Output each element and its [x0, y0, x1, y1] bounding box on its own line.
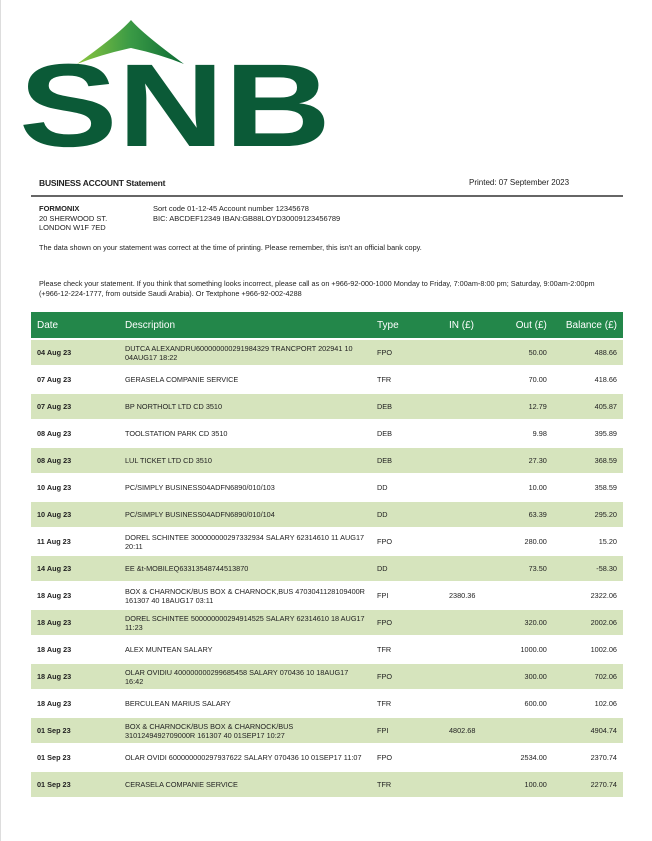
cell-out: 1000.00	[520, 645, 547, 654]
cell-in	[443, 663, 505, 690]
cell-in	[443, 393, 505, 420]
statement-title: BUSINESS ACCOUNT Statement	[39, 178, 166, 188]
cell-balance: 358.59	[594, 483, 617, 492]
cell-in	[443, 528, 505, 555]
cell-type: DD	[371, 555, 443, 582]
cell-description: DOREL SCHINTEE 300000000297332934 SALARY 62314610 11 AUG17 20:11	[125, 532, 365, 551]
cell-in	[443, 555, 505, 582]
cell-description: BP NORTHOLT LTD CD 3510	[111, 393, 371, 420]
cell-in: 4802.68	[443, 717, 505, 744]
cell-out: 27.30	[505, 447, 553, 474]
cell-balance: 405.87	[553, 393, 623, 420]
table-row	[31, 366, 623, 393]
cell-balance: 368.59	[553, 447, 623, 474]
cell-type: DEB	[371, 393, 443, 420]
table-row	[31, 501, 623, 528]
cell-date: 18 Aug 23	[37, 591, 72, 600]
cell-in	[443, 690, 505, 717]
address-line-1: 20 SHERWOOD ST.	[39, 213, 108, 223]
cell-date: 01 Sep 23	[37, 753, 71, 762]
cell-out: 300.00	[505, 663, 553, 690]
cell-description: BOX & CHARNOCK/BUS BOX & CHARNOCK/BUS 3101249492709000R 161307 40 01SEP17 10:27	[111, 717, 371, 744]
cell-type: TFR	[377, 699, 392, 708]
cell-in	[443, 744, 505, 771]
table-header	[31, 312, 623, 339]
cell-balance: 15.20	[598, 537, 617, 546]
sort-code-account: Sort code 01-12-45 Account number 12345678	[153, 204, 309, 213]
cell-description: ALEX MUNTEAN SALARY	[125, 645, 213, 654]
cell-type: TFR	[377, 375, 392, 384]
cell-out: 600.00	[524, 699, 547, 708]
cell-in	[443, 339, 505, 366]
cell-type: FPI	[371, 717, 443, 744]
cell-type: TFR	[371, 771, 443, 798]
cell-date: 01 Sep 23	[31, 717, 111, 744]
cell-in: 2380.36	[449, 591, 476, 600]
table-row	[31, 555, 623, 582]
table-row	[31, 393, 623, 420]
cell-type: FPO	[371, 609, 443, 636]
cell-date: 18 Aug 23	[31, 609, 111, 636]
cell-date: 18 Aug 23	[31, 663, 111, 690]
cell-date: 07 Aug 23	[31, 393, 111, 420]
cell-description: CERASELA COMPANIE SERVICE	[111, 771, 371, 798]
cell-description: OLAR OVIDI 600000000297937622 SALARY 070436 10 01SEP17 11:07	[125, 753, 362, 762]
cell-balance: -58.30	[553, 555, 623, 582]
cell-balance: 295.20	[553, 501, 623, 528]
cell-balance: 1002.06	[590, 645, 617, 654]
transactions-table	[31, 312, 623, 799]
cell-out: 10.00	[528, 483, 547, 492]
cell-in	[443, 474, 505, 501]
cell-balance: 2270.74	[553, 771, 623, 798]
table-row	[31, 339, 623, 366]
cell-description: TOOLSTATION PARK CD 3510	[125, 429, 228, 438]
cell-out: 280.00	[524, 537, 547, 546]
cell-description: PC/SIMPLY BUSINESS04ADFN6890/010/104	[111, 501, 371, 528]
cell-type: FPO	[371, 663, 443, 690]
table-row	[31, 717, 623, 744]
cell-balance: 4904.74	[553, 717, 623, 744]
cell-description: EE &t-MOBILEQ63313548744513870	[111, 555, 371, 582]
cell-in	[443, 366, 505, 393]
cell-out: 9.98	[532, 429, 547, 438]
cell-type: TFR	[377, 645, 392, 654]
table-row	[31, 528, 623, 555]
cell-date: 08 Aug 23	[37, 429, 72, 438]
cell-description: OLAR OVIDIU 400000000299685458 SALARY 070436 10 18AUG17 16:42	[111, 663, 371, 690]
table-row	[31, 447, 623, 474]
cell-date: 01 Sep 23	[31, 771, 111, 798]
table-row	[31, 609, 623, 636]
cell-in	[443, 501, 505, 528]
cell-balance: 2002.06	[553, 609, 623, 636]
printed-date: Printed: 07 September 2023	[469, 178, 570, 187]
col-in: IN (£)	[443, 312, 505, 339]
cell-balance: 2370.74	[590, 753, 617, 762]
cell-type: DD	[371, 501, 443, 528]
cell-description: DOREL SCHINTEE 500000000294914525 SALARY 62314610 18 AUG17 11:23	[111, 609, 371, 636]
svg-text:SNB: SNB	[19, 40, 331, 159]
header-divider	[31, 195, 623, 197]
col-balance: Balance (£)	[553, 312, 623, 339]
cell-description: PC/SIMPLY BUSINESS04ADFN6890/010/103	[125, 483, 275, 492]
cell-type: DEB	[377, 429, 393, 438]
table-row	[31, 582, 623, 609]
cell-balance: 488.66	[553, 339, 623, 366]
cell-date: 10 Aug 23	[31, 501, 111, 528]
table-row	[31, 636, 623, 663]
cell-out: 50.00	[505, 339, 553, 366]
cell-date: 18 Aug 23	[37, 645, 72, 654]
cell-type: FPO	[371, 339, 443, 366]
cell-out: 70.00	[528, 375, 547, 384]
cell-in	[443, 636, 505, 663]
cell-out: 2534.00	[520, 753, 547, 762]
cell-out	[505, 717, 553, 744]
cell-description: BOX & CHARNOCK/BUS BOX & CHARNOCK,BUS 4703041128109400R 161307 40 18AUG17 03:11	[125, 586, 365, 605]
contact-text: Please check your statement. If you think that something looks incorrect, please call as on +966-92-000-1000 Monday to Friday, 7:00am-8:00 pm; Saturday, 9:00am-2:00pm (+966-12-224-1777, from outside Saudi Arabia). Or Textphone +966-92-002-4288	[39, 279, 595, 298]
cell-out: 73.50	[505, 555, 553, 582]
cell-date: 08 Aug 23	[31, 447, 111, 474]
cell-in	[443, 420, 505, 447]
cell-date: 04 Aug 23	[31, 339, 111, 366]
cell-type: FPI	[377, 591, 389, 600]
cell-description: DUTCA ALEXANDRU600000000291984329 TRANCPORT 202941 10 04AUG17 18:22	[111, 339, 371, 366]
cell-type: FPO	[377, 537, 392, 546]
table-row	[31, 474, 623, 501]
table-row	[31, 663, 623, 690]
table-row	[31, 420, 623, 447]
cell-balance: 702.06	[553, 663, 623, 690]
disclaimer-text: The data shown on your statement was correct at the time of printing. Please remember, this isn't an official bank copy.	[39, 243, 422, 252]
address-line-2: LONDON W1F 7ED	[39, 223, 106, 232]
cell-type: DD	[377, 483, 388, 492]
col-type: Type	[371, 312, 443, 339]
cell-in	[443, 609, 505, 636]
cell-date: 07 Aug 23	[37, 375, 72, 384]
cell-balance: 2322.06	[590, 591, 617, 600]
col-out: Out (£)	[505, 312, 553, 339]
table-row	[31, 690, 623, 717]
col-description: Description	[111, 312, 371, 339]
cell-in	[443, 771, 505, 798]
cell-balance: 395.89	[594, 429, 617, 438]
col-date: Date	[31, 312, 111, 339]
cell-out	[505, 582, 553, 609]
cell-date: 14 Aug 23	[31, 555, 111, 582]
cell-out: 320.00	[505, 609, 553, 636]
cell-balance: 418.66	[594, 375, 617, 384]
cell-date: 18 Aug 23	[37, 699, 72, 708]
cell-out: 12.79	[505, 393, 553, 420]
cell-type: FPO	[377, 753, 392, 762]
bic-iban: BIC: ABCDEF12349 IBAN:GB88LOYD30009123456789	[153, 213, 341, 223]
cell-balance: 102.06	[594, 699, 617, 708]
table-row	[31, 771, 623, 798]
cell-description: BERCULEAN MARIUS SALARY	[125, 699, 231, 708]
cell-description: GERASELA COMPANIE SERVICE	[125, 375, 239, 384]
cell-date: 10 Aug 23	[37, 483, 72, 492]
cell-date: 11 Aug 23	[37, 537, 71, 546]
account-details	[153, 204, 340, 223]
cell-out: 100.00	[505, 771, 553, 798]
table-row	[31, 744, 623, 771]
cell-description: LUL TICKET LTD CD 3510	[111, 447, 371, 474]
cell-out: 63.39	[505, 501, 553, 528]
snb-logo	[19, 14, 339, 159]
customer-name: FORMONIX	[39, 204, 80, 213]
customer-address	[39, 204, 107, 233]
cell-type: DEB	[371, 447, 443, 474]
cell-in	[443, 447, 505, 474]
